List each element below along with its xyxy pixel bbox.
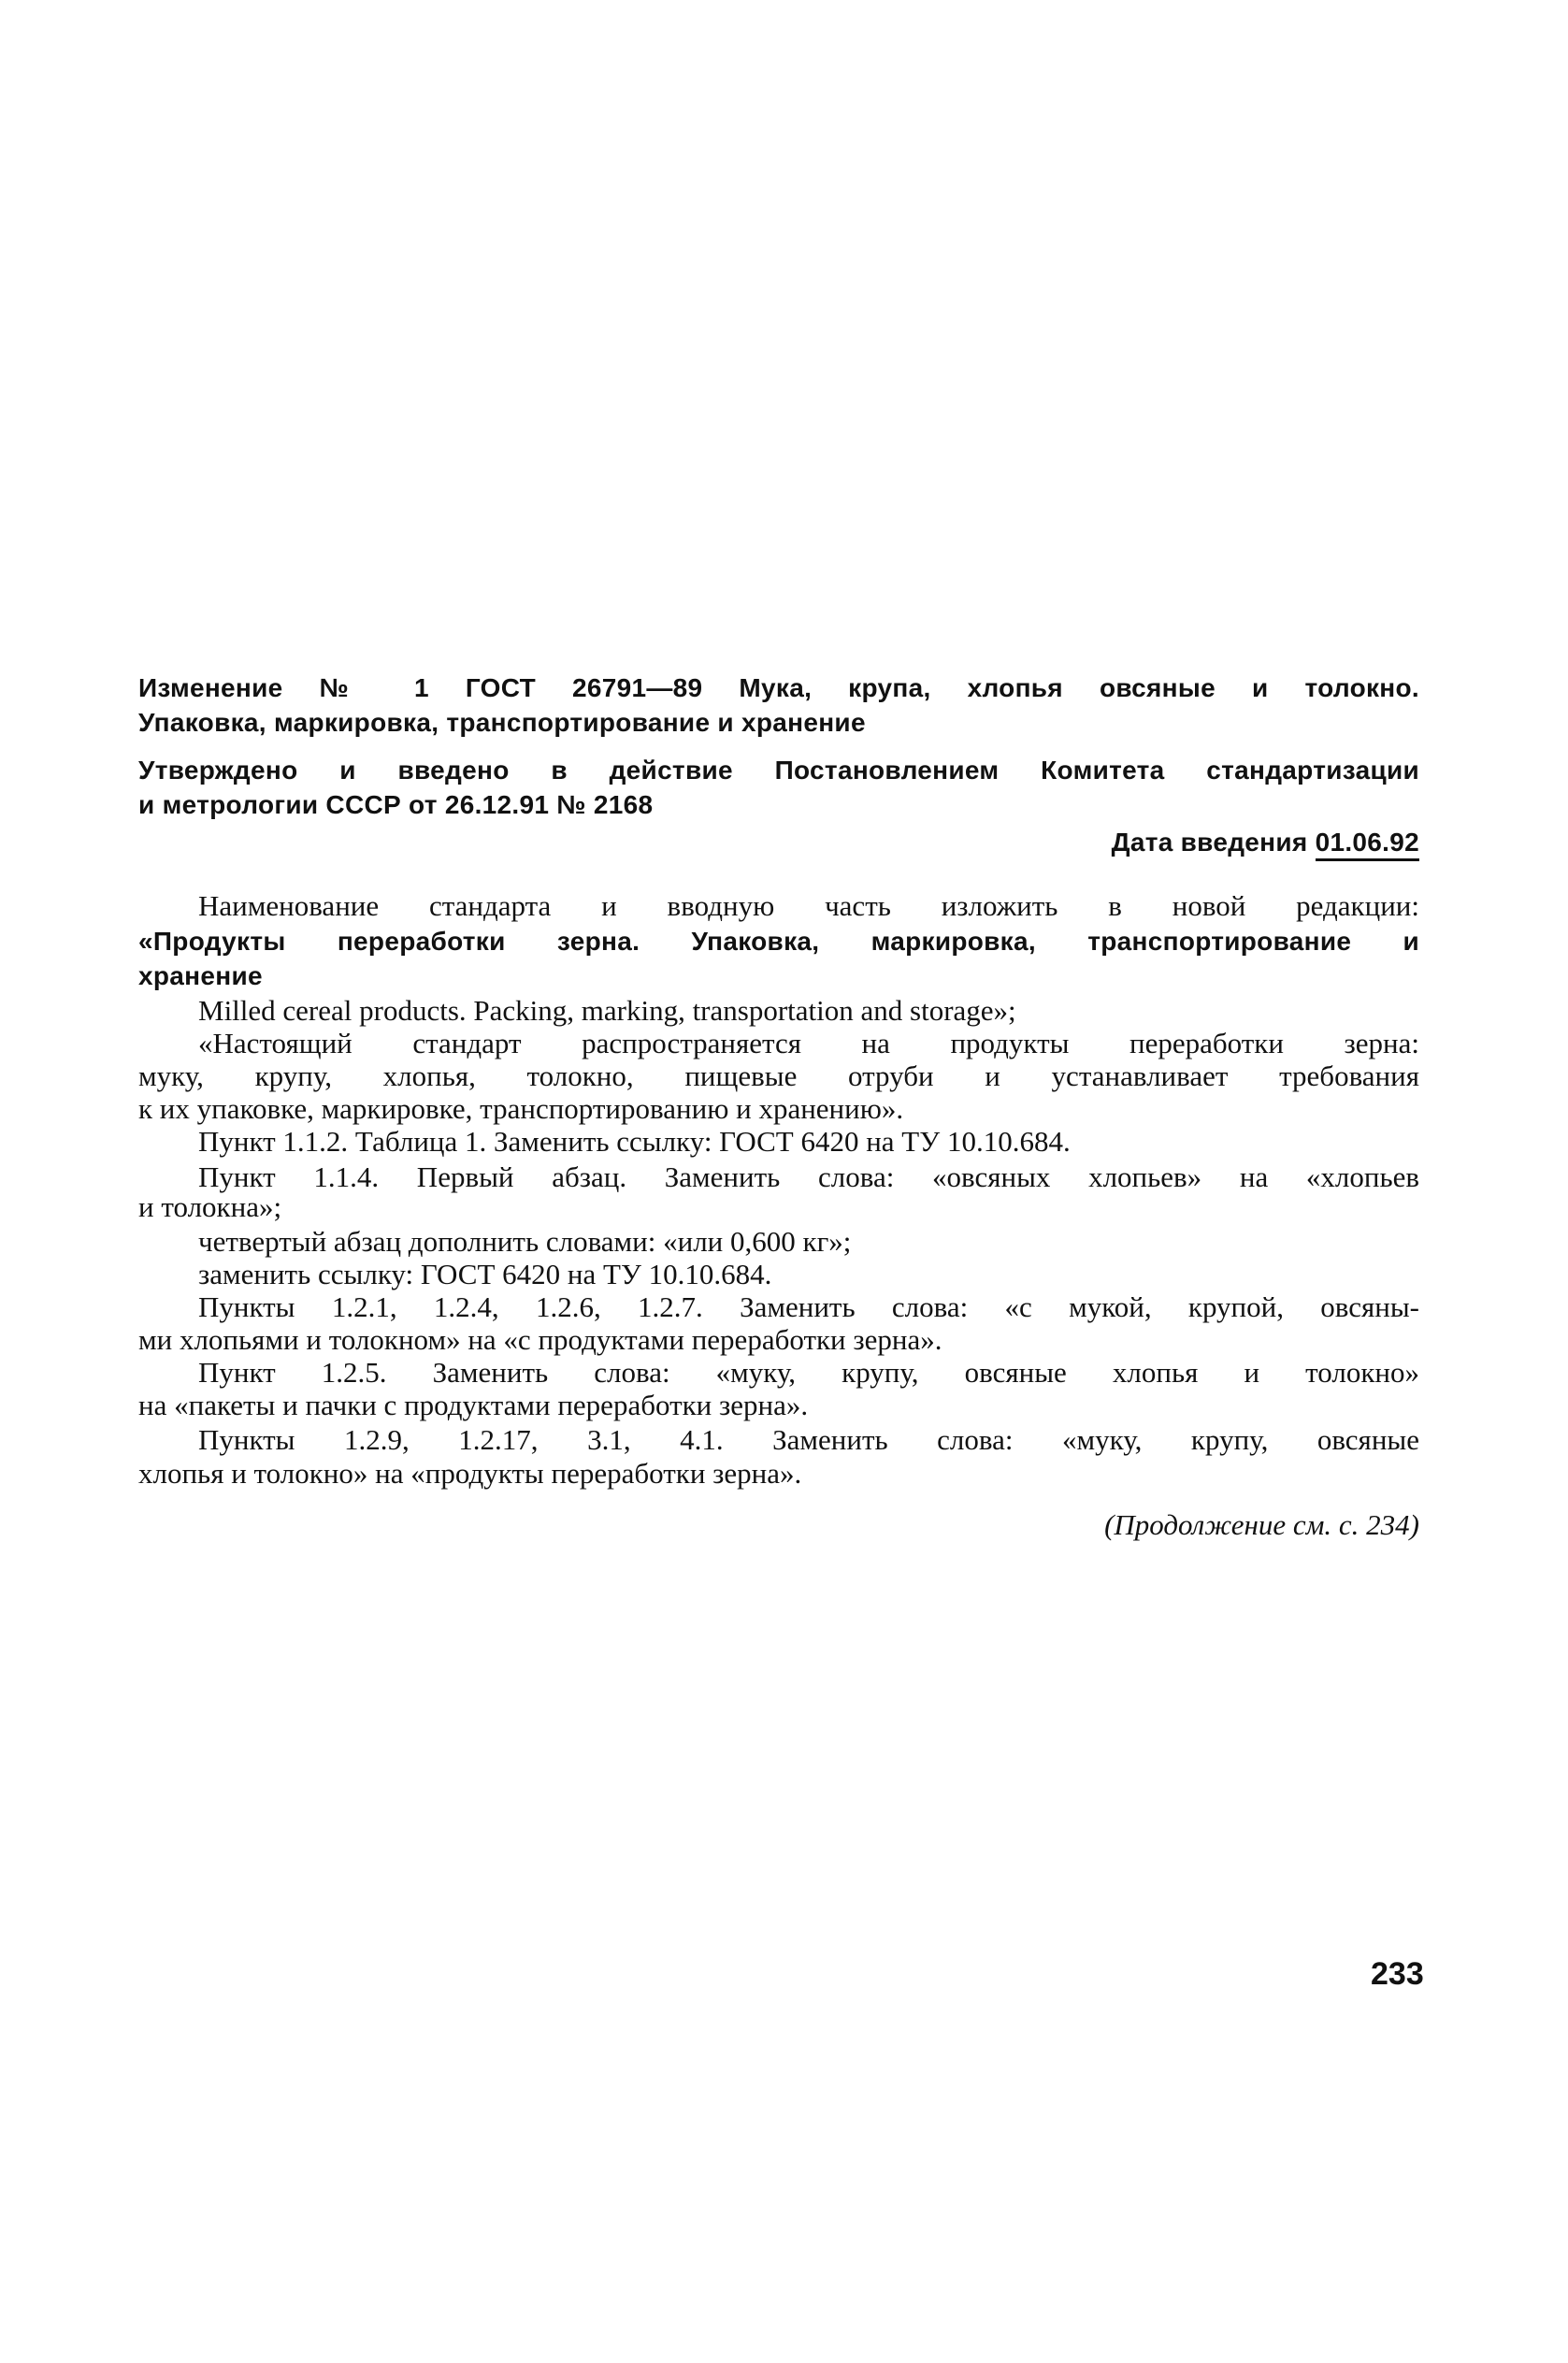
- body-line: Пункт 1.2.5. Заменить слова: «муку, крупу, овсяные хлопья и толокно»: [198, 1356, 1419, 1389]
- title-line: Изменение № 1 ГОСТ 26791—89 Мука, крупа, хлопья овсяные и толокно.: [138, 673, 1419, 702]
- body-line: хлопья и толокно» на «продукты переработки зерна».: [138, 1457, 802, 1490]
- body-line: на «пакеты и пачки с продуктами переработки зерна».: [138, 1389, 809, 1421]
- body-line: Наименование стандарта и вводную часть изложить в новой редакции:: [198, 889, 1419, 922]
- body-line: ми хлопьями и толокном» на «с продуктами переработки зерна».: [138, 1323, 942, 1356]
- page-number: 233: [1371, 1956, 1424, 1992]
- body-line: заменить ссылку: ГОСТ 6420 на ТУ 10.10.684.: [198, 1258, 772, 1290]
- body-line: «Продукты переработки зерна. Упаковка, маркировка, транспортирование и: [138, 927, 1419, 956]
- body-line: хранение: [138, 961, 263, 990]
- body-line: и толокна»;: [138, 1190, 282, 1223]
- body-line: к их упаковке, маркировке, транспортированию и хранению».: [138, 1092, 904, 1125]
- approval-line: и метрологии СССР от 26.12.91 № 2168: [138, 790, 654, 819]
- continuation-note: (Продолжение см. с. 234): [1104, 1508, 1419, 1541]
- body-line: «Настоящий стандарт распространяется на продукты переработки зерна:: [198, 1027, 1419, 1059]
- body-line: муку, крупу, хлопья, толокно, пищевые отруби и устанавливает требования: [138, 1059, 1419, 1092]
- body-line: Пункты 1.2.1, 1.2.4, 1.2.6, 1.2.7. Заменить слова: «с мукой, крупой, овсяны-: [198, 1290, 1419, 1323]
- date-value: 01.06.92: [1316, 828, 1419, 861]
- approval-line: Утверждено и введено в действие Постановлением Комитета стандартизации: [138, 756, 1419, 785]
- effective-date: [138, 826, 1419, 859]
- body-line: Пункты 1.2.9, 1.2.17, 3.1, 4.1. Заменить слова: «муку, крупу, овсяные: [198, 1423, 1419, 1456]
- body-line: Пункт 1.1.4. Первый абзац. Заменить слова: «овсяных хлопьев» на «хлопьев: [198, 1160, 1419, 1193]
- body-line: Milled cereal products. Packing, marking, transportation and storage»;: [198, 994, 1016, 1027]
- body-line: Пункт 1.1.2. Таблица 1. Заменить ссылку: ГОСТ 6420 на ТУ 10.10.684.: [198, 1125, 1071, 1158]
- title-line: Упаковка, маркировка, транспортирование и хранение: [138, 708, 866, 737]
- date-label: Дата введения: [1111, 828, 1308, 857]
- body-line: четвертый абзац дополнить словами: «или 0,600 кг»;: [198, 1225, 852, 1258]
